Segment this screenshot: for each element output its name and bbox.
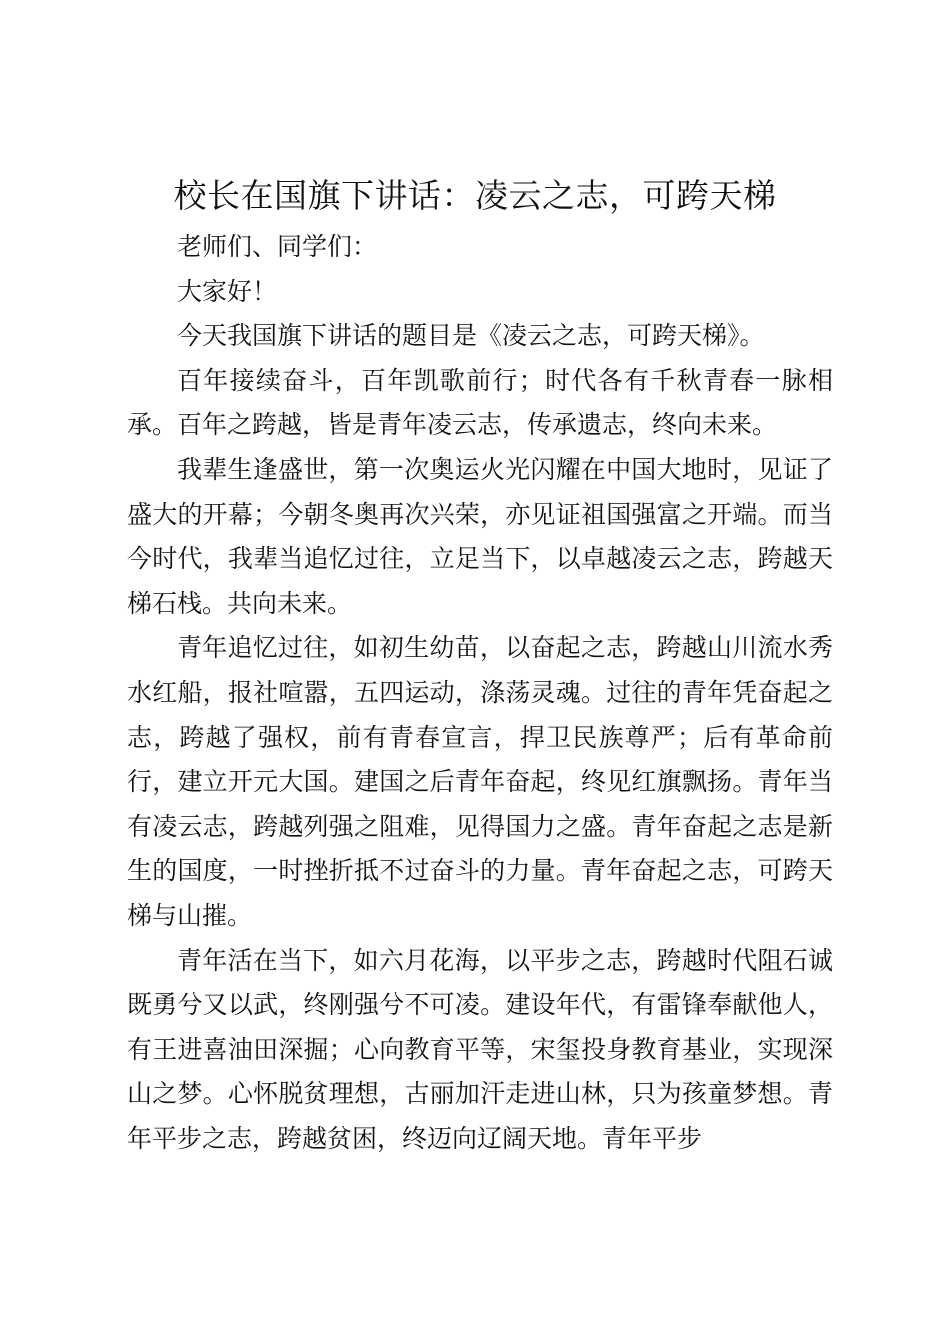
- body-paragraph: 我辈生逢盛世，第一次奥运火光闪耀在中国大地时，见证了盛大的开幕；今朝冬奥再次兴荣，亦见证祖国强富之开端。而当今时代，我辈当追忆过往，立足当下，以卓越凌云之志，跨越天梯石栈。共向未来。: [127, 454, 833, 618]
- topic-paragraph: 今天我国旗下讲话的题目是《凌云之志，可跨天梯》。: [177, 321, 765, 351]
- body-paragraph: 青年活在当下，如六月花海，以平步之志，跨越时代阻石诚既勇兮又以武，终刚强兮不可凌。建设年代，有雷锋奉献他人，有王进喜油田深掘；心向教育平等，宋玺投身教育基业，实现深山之梦。心怀脱贫理想，古丽加汗走进山林，只为孩童梦想。青年平步之志，跨越贫困，终迈向辽阔天地。青年平步: [127, 945, 833, 1153]
- document-title: 校长在国旗下讲话：凌云之志，可跨天梯: [173, 176, 777, 215]
- document-body: [127, 225, 833, 1161]
- greeting-paragraph: 老师们、同学们：: [177, 232, 378, 261]
- salutation-paragraph: 大家好！: [177, 276, 278, 306]
- body-paragraph: 百年接续奋斗，百年凯歌前行；时代各有千秋青春一脉相承。百年之跨越，皆是青年凌云志，传承遗志，终向未来。: [127, 365, 833, 440]
- body-paragraph: 青年追忆过往，如初生幼苗，以奋起之志，跨越山川流水秀水红船，报社喧嚣，五四运动，涤荡灵魂。过往的青年凭奋起之志，跨越了强权，前有青春宣言，捍卫民族尊严；后有革命前行，建立开元大国。建国之后青年奋起，终见红旗飘扬。青年当有凌云志，跨越列强之阻难，见得国力之盛。青年奋起之志是新生的国度，一时挫折抵不过奋斗的力量。青年奋起之志，可跨天梯与山摧。: [127, 633, 833, 930]
